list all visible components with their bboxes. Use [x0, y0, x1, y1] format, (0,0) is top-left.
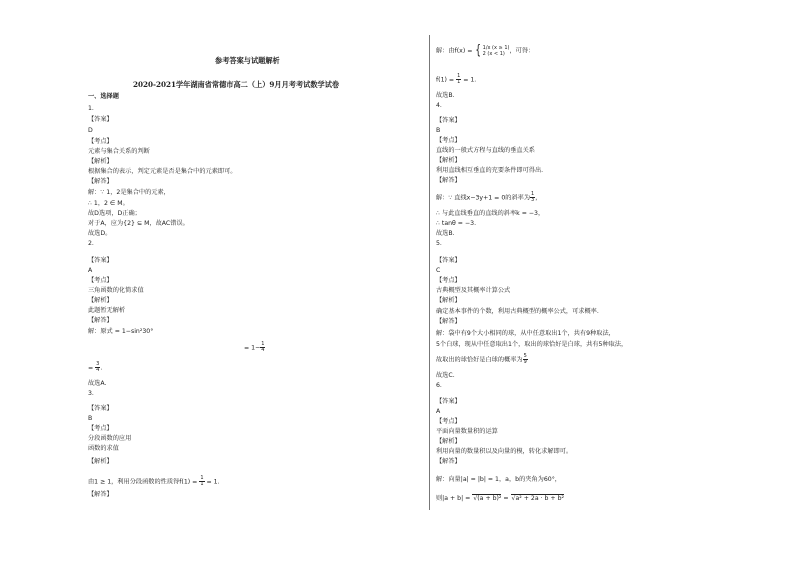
solution-line: 故选B.: [436, 92, 455, 99]
analysis-label: 【解析】: [436, 297, 461, 304]
answer-label: 【答案】: [436, 257, 461, 264]
solution-line: 解：∵ 1，2是集合中的元素，: [88, 189, 170, 196]
answer-label: 【答案】: [88, 405, 113, 412]
topic-label: 【考点】: [88, 138, 113, 145]
formula-line: [244, 342, 265, 353]
question-number: 5.: [436, 240, 442, 247]
solution-line: 解：袋中有9个大小相同的球，从中任意取出1个，共有9种取法，: [436, 330, 615, 337]
solution-line: ∴ tanθ = −3.: [436, 220, 477, 227]
section-heading: 一、选择题: [88, 93, 119, 100]
exam-title: 2020-2021学年湖南省常德市高二（上）9月月考考试数学试卷: [133, 80, 340, 89]
formula-line: 解：∵ 直线x−3y+1 = 0的斜率为 $\frac{1}{3}$ ，: [436, 191, 542, 203]
solution-line: 故选C.: [436, 372, 455, 379]
analysis-label: 【解析】: [88, 458, 113, 465]
solution-line: 解：原式 = 1−sin²30°: [88, 328, 154, 335]
question-number: 2.: [88, 240, 94, 247]
topic-label: 【考点】: [436, 277, 461, 284]
solution-line: ∴ 1，2 ∈ M。: [88, 200, 129, 207]
formula-prefix: = 1−: [244, 344, 261, 352]
fraction: $\frac{3}{4}$: [96, 361, 100, 373]
topic-label: 【考点】: [436, 418, 461, 425]
analysis-text: 根据集合的表示，判定元素是否是集合中的元素即可。: [88, 168, 237, 175]
fraction: $\frac{1}{4}$: [261, 341, 265, 353]
solution-line: 故D选项，D正确；: [88, 210, 141, 217]
question-number: 1.: [88, 105, 94, 112]
solution-label: 【解答】: [88, 178, 113, 185]
sqrt-expression: √(a + b)²: [473, 495, 502, 502]
solution-label: 【解答】: [88, 317, 113, 324]
answer-value: A: [436, 408, 441, 415]
solution-label: 【解答】: [436, 177, 461, 184]
topic-label: 【考点】: [88, 277, 113, 284]
analysis-label: 【解析】: [88, 158, 113, 165]
topic-text: 函数的求值: [88, 445, 119, 452]
answer-value: C: [436, 267, 441, 274]
solution-line: 故选A.: [88, 380, 107, 387]
column-divider: [429, 35, 430, 510]
solution-label: 【解答】: [436, 318, 461, 325]
question-number: 4.: [436, 102, 442, 109]
topic-text: 分段函数的应用: [88, 435, 132, 442]
topic-text: 三角函数的化简求值: [88, 287, 144, 294]
analysis-text: 利用向量的数量积以及向量的模，转化求解即可。: [436, 448, 573, 455]
solution-line: 对于A，应为{2} ⊆ M，故AC错误。: [88, 220, 189, 227]
question-number: 3.: [88, 390, 94, 397]
solution-line: 5个白球，现从中任意取出1个，取出的球恰好是白球，共有5种取法，: [436, 341, 628, 348]
fraction: $\frac{1}{1}$: [457, 73, 461, 85]
piecewise-cases: 1/x (x ≥ 1) 2 (x < 1): [482, 44, 510, 57]
formula-line: f(1) = $\frac{1}{1}$ = 1.: [436, 73, 477, 85]
solution-line: 故选B.: [436, 230, 455, 237]
answer-value: A: [88, 267, 93, 274]
topic-text: 元素与集合关系的判断: [88, 148, 150, 155]
analysis-label: 【解析】: [436, 157, 461, 164]
answer-value: B: [436, 127, 441, 134]
sqrt-expression: √a² + 2a · b + b²: [511, 495, 564, 502]
fraction: $\frac{1}{1}$: [200, 475, 204, 487]
answer-label: 【答案】: [436, 398, 461, 405]
formula-line: 故取出的球恰好是白球的概率为 $\frac{5}{9}$: [436, 353, 527, 365]
answer-label: 【答案】: [88, 116, 113, 123]
analysis-label: 【解析】: [88, 297, 113, 304]
topic-text: 直线的一般式方程与直线的垂直关系: [436, 147, 535, 154]
answer-label: 【答案】: [88, 257, 113, 264]
topic-label: 【考点】: [436, 137, 461, 144]
answer-value: B: [88, 415, 93, 422]
solution-label: 【解答】: [436, 458, 461, 465]
page-title: 参考答案与试题解析: [215, 56, 280, 65]
formula-line: 由1 ≥ 1，利用分段函数的性质得f(1) = $\frac{1}{1}$ = 1.: [88, 475, 220, 487]
answer-label: 【答案】: [436, 117, 461, 124]
fraction: $\frac{1}{3}$: [531, 191, 535, 203]
topic-text: 古典概型及其概率计算公式: [436, 287, 511, 294]
topic-label: 【考点】: [88, 425, 113, 432]
solution-label: 【解答】: [88, 491, 113, 498]
solution-line: 故选D。: [88, 230, 112, 237]
analysis-text: 确定基本事件的个数，利用古典概型的概率公式，可求概率.: [436, 308, 599, 315]
formula-line: = $\frac{3}{4}$ .: [88, 361, 103, 373]
answer-value: D: [88, 127, 93, 134]
analysis-label: 【解析】: [436, 438, 461, 445]
formula-line: 解：由f(x) = { 1/x (x ≥ 1) 2 (x < 1) ，可得：: [436, 43, 535, 58]
topic-text: 平面向量数量积的运算: [436, 428, 498, 435]
question-number: 6.: [436, 382, 442, 389]
analysis-text: 此题暂无解析: [88, 307, 126, 314]
formula-prefix: =: [88, 364, 96, 372]
solution-line: 解：向量|a| = |b| = 1，a，b的夹角为60°，: [436, 476, 561, 483]
fraction: $\frac{5}{9}$: [523, 353, 527, 365]
formula-line: 则|a + b| = √(a + b)² = √a² + 2a · b + b²: [436, 495, 564, 502]
analysis-text: 利用直线相互垂直的充要条件即可得出.: [436, 167, 544, 174]
solution-line: ∴ 与此直线垂直的直线的斜率k = −3，: [436, 210, 545, 217]
